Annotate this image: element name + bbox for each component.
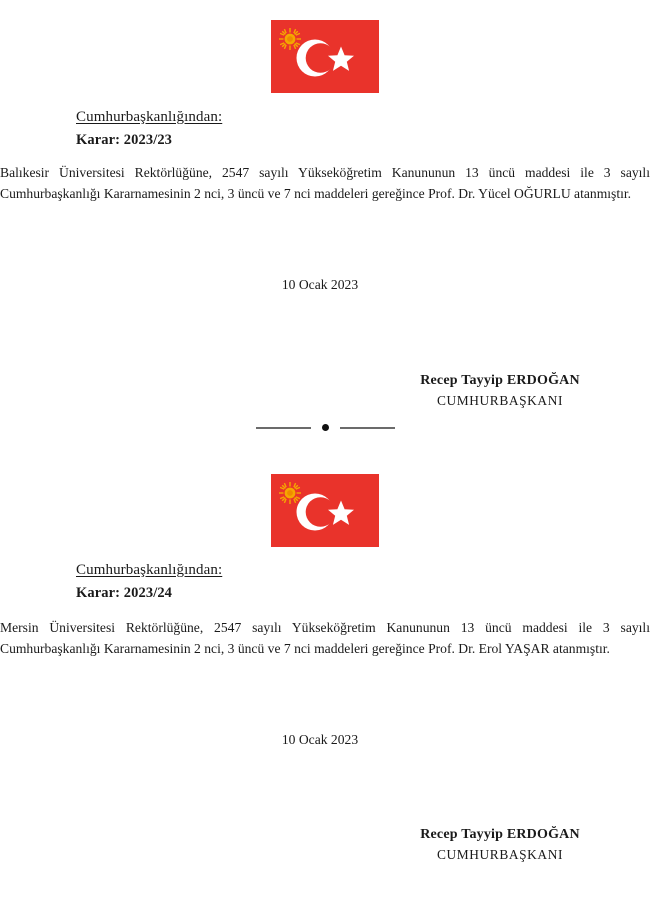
signature-container-1: [0, 373, 650, 409]
heading-block-1: [0, 108, 650, 149]
decree-body-2: Mersin Üniversitesi Rektörlüğüne, 2547 sayılı Yükseköğretim Kanununun 13 üncü maddesi ile 3 sayılı Cumhurbaşkanlığı Kararnamesinin 2 nci, 3 üncü ve 7 nci maddeleri gereğince Prof. Dr. Erol YAŞAR atanmıştır.: [0, 620, 650, 657]
divider-rule-left: [256, 427, 311, 429]
heading-block-2: [0, 561, 650, 602]
divider-ornament: [0, 424, 650, 431]
turkish-flag-icon: [271, 20, 379, 93]
signatory-title-2: CUMHURBAŞKANI: [436, 847, 564, 862]
sun-emblem-icon: [279, 482, 301, 504]
signature-container-2: [0, 827, 650, 863]
decree-date-2: 10 Ocak 2023: [281, 732, 359, 747]
section-divider: [0, 424, 650, 431]
signatory-title-1: CUMHURBAŞKANI: [436, 393, 564, 408]
issuing-authority-1: Cumhurbaşkanlığından:: [76, 109, 223, 125]
decree-date-1: 10 Ocak 2023: [281, 277, 359, 292]
flag-container-1: [0, 20, 650, 93]
decree-number-1: Karar: 2023/23: [76, 131, 173, 148]
body-container-2: [0, 617, 650, 659]
signature-block-2: [385, 827, 615, 863]
body-container-1: [0, 162, 650, 204]
signatory-name-1: Recep Tayyip ERDOĞAN: [420, 373, 580, 388]
divider-dot-icon: [322, 424, 329, 431]
divider-rule-right: [340, 427, 395, 429]
date-container-1: [0, 277, 650, 293]
signatory-name-2: Recep Tayyip ERDOĞAN: [420, 827, 580, 842]
decree-number-2: Karar: 2023/24: [76, 584, 173, 601]
signature-block-1: [385, 373, 615, 409]
issuing-authority-2: Cumhurbaşkanlığından:: [76, 562, 223, 578]
sun-emblem-icon: [279, 28, 301, 50]
flag-container-2: [0, 474, 650, 547]
date-container-2: [0, 732, 650, 748]
turkish-flag-icon: [271, 474, 379, 547]
decree-body-1: Balıkesir Üniversitesi Rektörlüğüne, 2547 sayılı Yükseköğretim Kanununun 13 üncü maddesi ile 3 sayılı Cumhurbaşkanlığı Kararnamesinin 2 nci, 3 üncü ve 7 nci maddeleri gereğince Prof. Dr. Yücel OĞURLU atanmıştır.: [0, 165, 650, 202]
